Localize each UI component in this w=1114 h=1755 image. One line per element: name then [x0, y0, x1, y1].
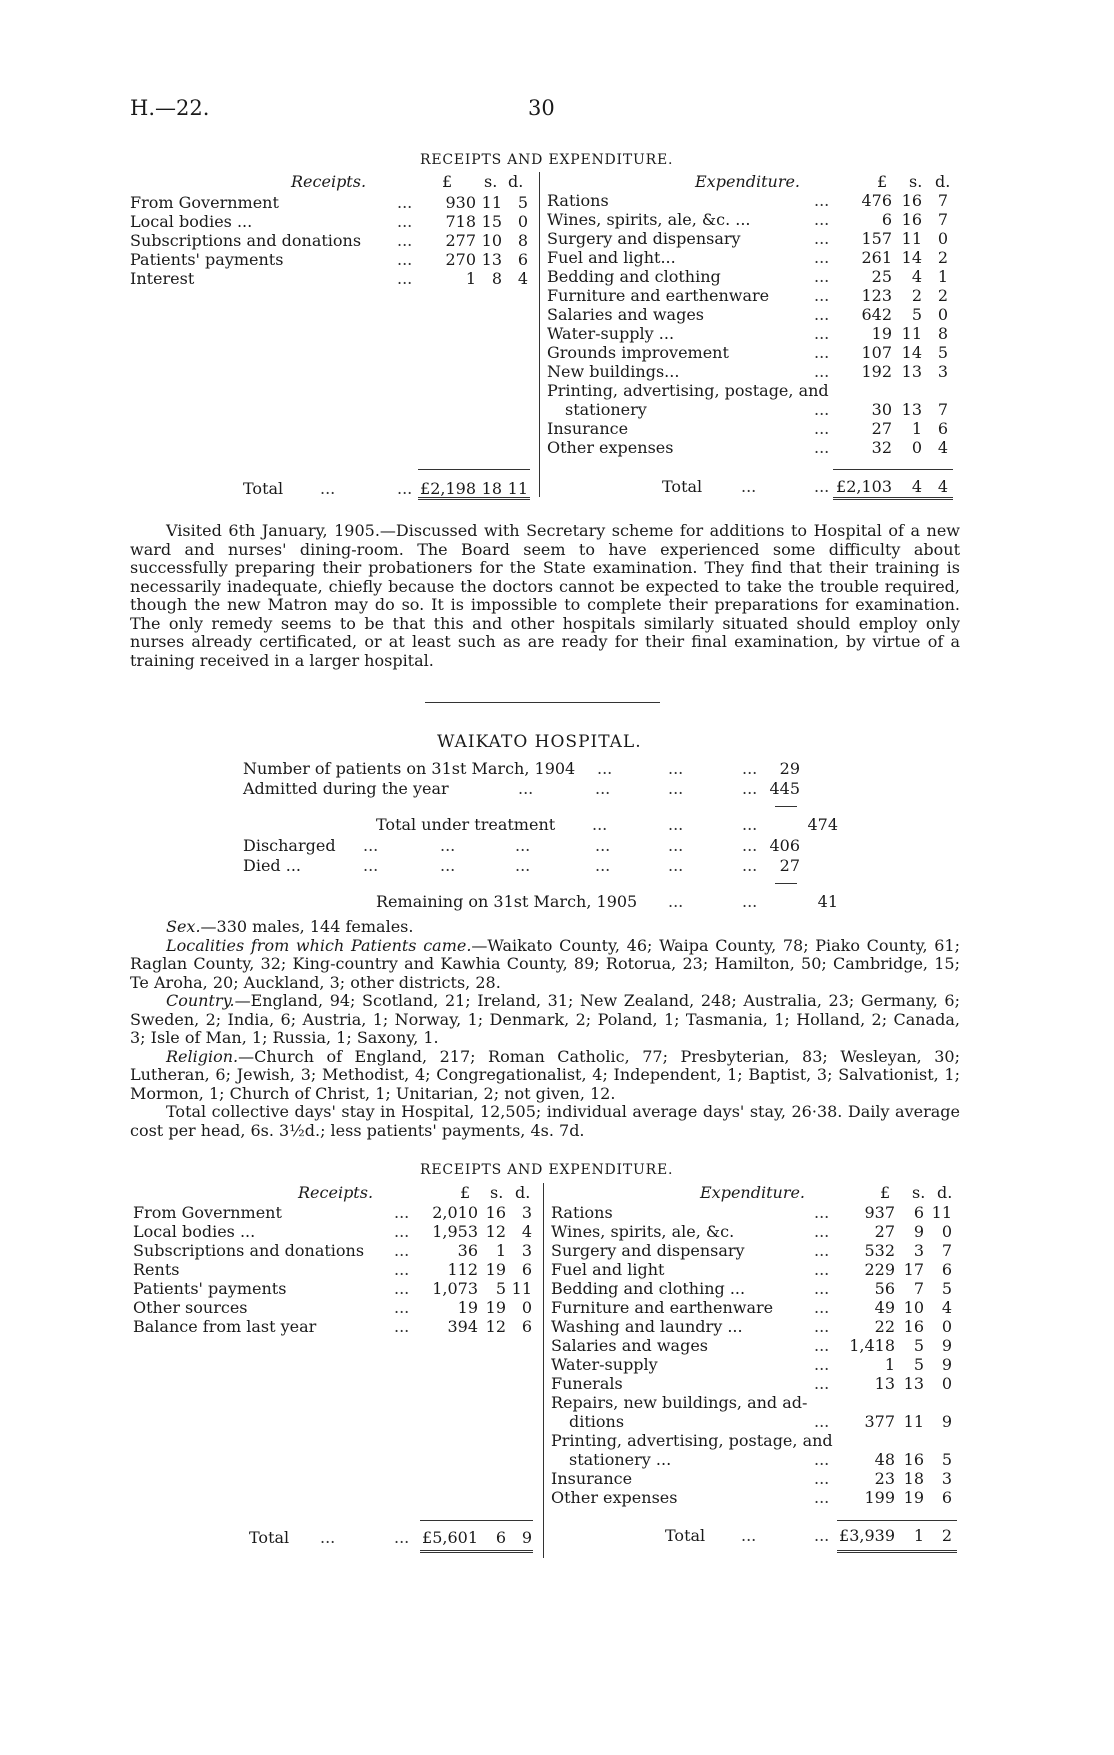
ledger-item-label: Rations [551, 1203, 613, 1222]
ledger-item-pence: 3 [521, 1203, 532, 1222]
ledger-item-pounds: 30 [871, 400, 892, 419]
discharged-value: 406 [769, 836, 800, 855]
table2-col-d: d. [515, 1183, 531, 1202]
ledger-item-pence: 7 [937, 400, 948, 419]
ledger-item-label: Water-supply [551, 1355, 658, 1374]
table1-col-pound: £ [442, 172, 453, 191]
ledger-item-shillings: 13 [901, 400, 922, 419]
ledger-item-shillings: 14 [901, 343, 922, 362]
ledger-item-label: Repairs, new buildings, and ad- [551, 1393, 808, 1412]
ledger-item-pounds: 123 [861, 286, 892, 305]
ledger-item-pounds: 229 [864, 1260, 895, 1279]
ledger-item-label: Fuel and light [551, 1260, 665, 1279]
ledger-item-label: Surgery and dispensary [551, 1241, 745, 1260]
ledger-item-pence: 4 [517, 269, 528, 288]
ledger-item-pounds: 49 [874, 1298, 895, 1317]
ledger-item-shillings: 9 [913, 1222, 924, 1241]
table2-receipts-total-shillings: 6 [495, 1528, 506, 1547]
waikato-details [130, 918, 960, 1140]
table1-exp-col-s: s. [909, 172, 923, 191]
ledger-item-pence: 0 [941, 1222, 952, 1241]
total-under-treatment-value: 474 [807, 815, 838, 834]
ledger-item-pence: 5 [941, 1279, 952, 1298]
ledger-item-pence: 7 [937, 210, 948, 229]
ledger-item-shillings: 17 [903, 1260, 924, 1279]
table2-receipts-total-label: Total [249, 1528, 290, 1547]
localities-line: Localities from which Patients came.—Waikato County, 46; Waipa County, 78; Piako County, 61; Raglan County, 32; King-country and Kawhia County, 89; Rotorua, 23; Hamilton, 50; Cambridge, 15; Te Aroha, 20; Auckland, 3; other districts, 28. [130, 935, 960, 992]
waikato-title: WAIKATO HOSPITAL. [437, 732, 642, 752]
ledger-item-label: Printing, advertising, postage, and [551, 1431, 833, 1450]
ledger-item-pounds: 199 [864, 1488, 895, 1507]
ledger-item-pounds: 107 [861, 343, 892, 362]
ledger-item-shillings: 14 [901, 248, 922, 267]
ledger-item-pence: 0 [521, 1298, 532, 1317]
table2-title: RECEIPTS AND EXPENDITURE. [420, 1162, 674, 1178]
ledger-item-label: Insurance [547, 419, 629, 438]
ledger-item-shillings: 4 [911, 267, 922, 286]
ledger-item-label: New buildings... [547, 362, 680, 381]
ledger-item-pounds: 277 [445, 231, 476, 250]
table2-receipts-total-pounds: £5,601 [422, 1528, 478, 1547]
page-reference: H.—22. [130, 96, 210, 120]
religion-line: Religion.—Church of England, 217; Roman Catholic, 77; Presbyterian, 83; Wesleyan, 30; Lutheran, 6; Jewish, 3; Methodist, 4; Congregationalist, 4; Independent, 1; Baptist, 3; Salvationist, 1; Mormon, 1; Church of Christ, 1; Unitarian, 2; not given, 12. [130, 1046, 960, 1103]
ledger-item-label: Funerals [551, 1374, 623, 1393]
ledger-item-shillings: 16 [485, 1203, 506, 1222]
ledger-item-pence: 3 [521, 1241, 532, 1260]
ledger-item-shillings: 13 [901, 362, 922, 381]
ledger-item-shillings: 11 [481, 193, 502, 212]
ledger-item-pence: 0 [937, 229, 948, 248]
total-under-treatment-label: Total under treatment [376, 815, 556, 834]
ledger-item-label: stationery [565, 400, 647, 419]
ledger-item-shillings: 0 [911, 438, 922, 457]
ledger-item-pence: 5 [937, 343, 948, 362]
ledger-item-pence: 9 [941, 1336, 952, 1355]
ledger-item-pounds: 718 [445, 212, 476, 231]
ledger-item-pounds: 6 [881, 210, 892, 229]
ledger-item-shillings: 10 [903, 1298, 924, 1317]
table1-receipts-total-pounds: £2,198 [420, 479, 476, 498]
ledger-item-pounds: 27 [874, 1222, 895, 1241]
discharged-label: Discharged [243, 836, 336, 855]
table1-col-s: s. [484, 172, 498, 191]
ledger-item-pounds: 532 [864, 1241, 895, 1260]
ledger-item-pounds: 476 [861, 191, 892, 210]
ledger-item-label: From Government [130, 193, 279, 212]
ledger-item-pounds: 13 [874, 1374, 895, 1393]
admitted-value: 445 [769, 779, 800, 798]
ledger-item-pence: 4 [941, 1298, 952, 1317]
table1-col-d: d. [508, 172, 524, 191]
table1-expenditure-total-pence: 4 [937, 477, 948, 496]
ledger-item-pence: 8 [517, 231, 528, 250]
section-separator [425, 702, 660, 703]
ledger-item-shillings: 2 [911, 286, 922, 305]
ledger-item-shillings: 5 [495, 1279, 506, 1298]
died-value: 27 [779, 856, 800, 875]
ledger-item-pounds: 157 [861, 229, 892, 248]
ledger-item-pounds: 112 [447, 1260, 478, 1279]
ledger-item-pence: 3 [941, 1469, 952, 1488]
ledger-item-shillings: 11 [901, 229, 922, 248]
ledger-item-shillings: 1 [495, 1241, 506, 1260]
ledger-item-pence: 6 [937, 419, 948, 438]
ledger-item-label: Printing, advertising, postage, and [547, 381, 829, 400]
ledger-item-label: Insurance [551, 1469, 633, 1488]
table2-exp-col-d: d. [937, 1183, 953, 1202]
ledger-item-pounds: 32 [871, 438, 892, 457]
ledger-item-pounds: 56 [874, 1279, 895, 1298]
page-number: 30 [528, 96, 555, 120]
ledger-item-pence: 2 [937, 248, 948, 267]
ledger-item-label: Subscriptions and donations [133, 1241, 365, 1260]
ledger-item-pence: 7 [941, 1241, 952, 1260]
ledger-item-pence: 9 [941, 1412, 952, 1431]
patients-1904-value: 29 [779, 759, 800, 778]
ledger-item-shillings: 18 [903, 1469, 924, 1488]
ledger-item-label: ditions [569, 1412, 625, 1431]
ledger-item-label: Wines, spirits, ale, &c. [551, 1222, 735, 1241]
ledger-item-pence: 6 [521, 1260, 532, 1279]
ledger-item-pence: 0 [937, 305, 948, 324]
ledger-item-pence: 2 [937, 286, 948, 305]
ledger-item-pence: 6 [941, 1488, 952, 1507]
ledger-item-label: Water-supply ... [547, 324, 675, 343]
table1-receipts-total-pence: 11 [507, 479, 528, 498]
table2-col-s: s. [490, 1183, 504, 1202]
ledger-item-shillings: 12 [485, 1222, 506, 1241]
ledger-item-shillings: 12 [485, 1317, 506, 1336]
ledger-item-shillings: 1 [911, 419, 922, 438]
ledger-item-shillings: 7 [913, 1279, 924, 1298]
ledger-item-pence: 4 [521, 1222, 532, 1241]
ledger-item-label: Local bodies ... [130, 212, 253, 231]
ledger-item-shillings: 19 [485, 1260, 506, 1279]
ledger-item-label: Washing and laundry ... [551, 1317, 743, 1336]
ledger-item-label: Balance from last year [133, 1317, 317, 1336]
ledger-item-pounds: 19 [457, 1298, 478, 1317]
ledger-item-pounds: 261 [861, 248, 892, 267]
ledger-item-pence: 11 [511, 1279, 532, 1298]
ledger-item-pence: 4 [937, 438, 948, 457]
table1-receipts-total-label: Total [243, 479, 284, 498]
ledger-item-pence: 6 [517, 250, 528, 269]
table1-exp-col-d: d. [935, 172, 951, 191]
ledger-item-pence: 9 [941, 1355, 952, 1374]
ledger-item-label: Bedding and clothing ... [551, 1279, 746, 1298]
ledger-item-shillings: 11 [901, 324, 922, 343]
ledger-item-pounds: 27 [871, 419, 892, 438]
ledger-item-label: Other sources [133, 1298, 248, 1317]
ledger-item-pounds: 192 [861, 362, 892, 381]
ledger-item-pounds: 1 [465, 269, 476, 288]
ledger-item-shillings: 5 [913, 1355, 924, 1374]
table2-receipts-heading: Receipts. [298, 1183, 374, 1202]
ledger-item-label: Other expenses [551, 1488, 678, 1507]
ledger-item-shillings: 13 [903, 1374, 924, 1393]
stay-line: Total collective days' stay in Hospital, 12,505; individual average days' stay, 26·38. Daily average cost per head, 6s. 3½d.; less patients' payments, 4s. 7d. [130, 1102, 960, 1140]
ledger-item-label: Rents [133, 1260, 180, 1279]
table1-exp-col-pound: £ [877, 172, 888, 191]
ledger-item-pounds: 937 [864, 1203, 895, 1222]
table2-expenditure-total-pounds: £3,939 [839, 1526, 895, 1545]
ledger-item-label: Interest [130, 269, 195, 288]
ledger-item-pounds: 1,953 [432, 1222, 478, 1241]
ledger-item-label: Furniture and earthenware [547, 286, 770, 305]
ledger-item-label: Rations [547, 191, 609, 210]
ledger-item-shillings: 5 [911, 305, 922, 324]
remaining-label: Remaining on 31st March, 1905 [376, 892, 638, 911]
ledger-item-pounds: 1 [884, 1355, 895, 1374]
ledger-item-label: Furniture and earthenware [551, 1298, 774, 1317]
table2-receipts-total-pence: 9 [521, 1528, 532, 1547]
ledger-item-pounds: 19 [871, 324, 892, 343]
ledger-item-pence: 6 [941, 1260, 952, 1279]
table2-exp-col-pound: £ [880, 1183, 891, 1202]
ledger-item-label: Bedding and clothing [547, 267, 721, 286]
ledger-item-pence: 0 [517, 212, 528, 231]
ledger-item-shillings: 3 [913, 1241, 924, 1260]
ledger-item-pounds: 394 [447, 1317, 478, 1336]
ledger-item-label: stationery ... [569, 1450, 672, 1469]
ledger-item-pounds: 23 [874, 1469, 895, 1488]
ledger-item-shillings: 5 [913, 1336, 924, 1355]
sex-line: Sex.—330 males, 144 females. [166, 917, 414, 936]
ledger-item-pounds: 930 [445, 193, 476, 212]
ledger-item-shillings: 11 [903, 1412, 924, 1431]
ledger-item-label: Salaries and wages [547, 305, 705, 324]
ledger-item-pence: 3 [937, 362, 948, 381]
table1-expenditure-total-label: Total [662, 477, 703, 496]
table2-col-pound: £ [460, 1183, 471, 1202]
table1-title: RECEIPTS AND EXPENDITURE. [420, 152, 674, 168]
table2-expenditure-total-shillings: 1 [913, 1526, 924, 1545]
ledger-item-pounds: 377 [864, 1412, 895, 1431]
ledger-item-shillings: 15 [481, 212, 502, 231]
ledger-item-shillings: 19 [485, 1298, 506, 1317]
ledger-item-label: Local bodies ... [133, 1222, 256, 1241]
ledger-item-pence: 11 [931, 1203, 952, 1222]
ledger-item-shillings: 19 [903, 1488, 924, 1507]
ledger-item-pounds: 1,418 [849, 1336, 895, 1355]
ledger-item-shillings: 16 [903, 1317, 924, 1336]
ledger-item-pounds: 2,010 [432, 1203, 478, 1222]
ledger-item-shillings: 16 [903, 1450, 924, 1469]
ledger-item-label: Other expenses [547, 438, 674, 457]
country-line: Country.—England, 94; Scotland, 21; Ireland, 31; New Zealand, 248; Australia, 23; Germany, 6; Sweden, 2; India, 6; Austria, 1; Norway, 1; Denmark, 2; Poland, 1; Tasmania, 1; Holland, 2; Canada, 3; Isle of Man, 1; Russia, 1; Saxony, 1. [130, 991, 960, 1047]
ledger-item-shillings: 16 [901, 210, 922, 229]
ledger-item-pounds: 36 [457, 1241, 478, 1260]
ledger-item-shillings: 13 [481, 250, 502, 269]
admitted-label: Admitted during the year [243, 779, 449, 798]
ledger-item-pounds: 642 [861, 305, 892, 324]
ledger-item-pence: 5 [517, 193, 528, 212]
ledger-item-pence: 0 [941, 1374, 952, 1393]
ledger-item-label: Subscriptions and donations [130, 231, 362, 250]
ledger-item-pounds: 48 [874, 1450, 895, 1469]
ledger-item-shillings: 10 [481, 231, 502, 250]
table2-expenditure-total-label: Total [665, 1526, 706, 1545]
died-label: Died ... [243, 856, 301, 875]
ledger-item-pence: 8 [937, 324, 948, 343]
ledger-item-shillings: 16 [901, 191, 922, 210]
patients-1904-label: Number of patients on 31st March, 1904 [243, 759, 576, 778]
ledger-item-label: Wines, spirits, ale, &c. ... [547, 210, 751, 229]
ledger-item-pence: 1 [937, 267, 948, 286]
ledger-item-label: From Government [133, 1203, 282, 1222]
ledger-item-label: Patients' payments [130, 250, 284, 269]
ledger-item-pence: 7 [937, 191, 948, 210]
ledger-item-label: Patients' payments [133, 1279, 287, 1298]
ledger-item-pence: 5 [941, 1450, 952, 1469]
ledger-item-pence: 6 [521, 1317, 532, 1336]
table1-expenditure-total-pounds: £2,103 [836, 477, 892, 496]
ledger-item-label: Surgery and dispensary [547, 229, 741, 248]
table2-expenditure-total-pence: 2 [941, 1526, 952, 1545]
remaining-value: 41 [817, 892, 838, 911]
ledger-item-pounds: 270 [445, 250, 476, 269]
table1-receipts-heading: Receipts. [291, 172, 367, 191]
ledger-item-pounds: 25 [871, 267, 892, 286]
ledger-item-pounds: 1,073 [432, 1279, 478, 1298]
table1-expenditure-heading: Expenditure. [695, 172, 801, 191]
ledger-item-label: Grounds improvement [547, 343, 729, 362]
visit-paragraph: Visited 6th January, 1905.—Discussed with Secretary scheme for additions to Hospital of a new ward and nurses' dining-room. The Board seem to have experienced some difficulty about successfully preparing their probationers for the State examination. They find that their training is necessarily inadequate, chiefly because the doctors cannot be expected to take the trouble required, though the new Matron may do so. It is impossible to complete their preparations for examination. The only remedy seems to be that this and other hospitals similarly situated should employ only nurses already certificated, or at least such as are ready for their final examination, by virtue of a training received in a larger hospital. [130, 521, 960, 670]
ledger-item-pounds: 22 [874, 1317, 895, 1336]
ledger-item-label: Fuel and light... [547, 248, 676, 267]
table2-exp-col-s: s. [912, 1183, 926, 1202]
ledger-item-pence: 0 [941, 1317, 952, 1336]
table1-receipts-total-shillings: 18 [481, 479, 502, 498]
table2-expenditure-heading: Expenditure. [700, 1183, 806, 1202]
table1-expenditure-total-shillings: 4 [911, 477, 922, 496]
ledger-item-shillings: 6 [913, 1203, 924, 1222]
ledger-item-shillings: 8 [491, 269, 502, 288]
ledger-item-label: Salaries and wages [551, 1336, 709, 1355]
